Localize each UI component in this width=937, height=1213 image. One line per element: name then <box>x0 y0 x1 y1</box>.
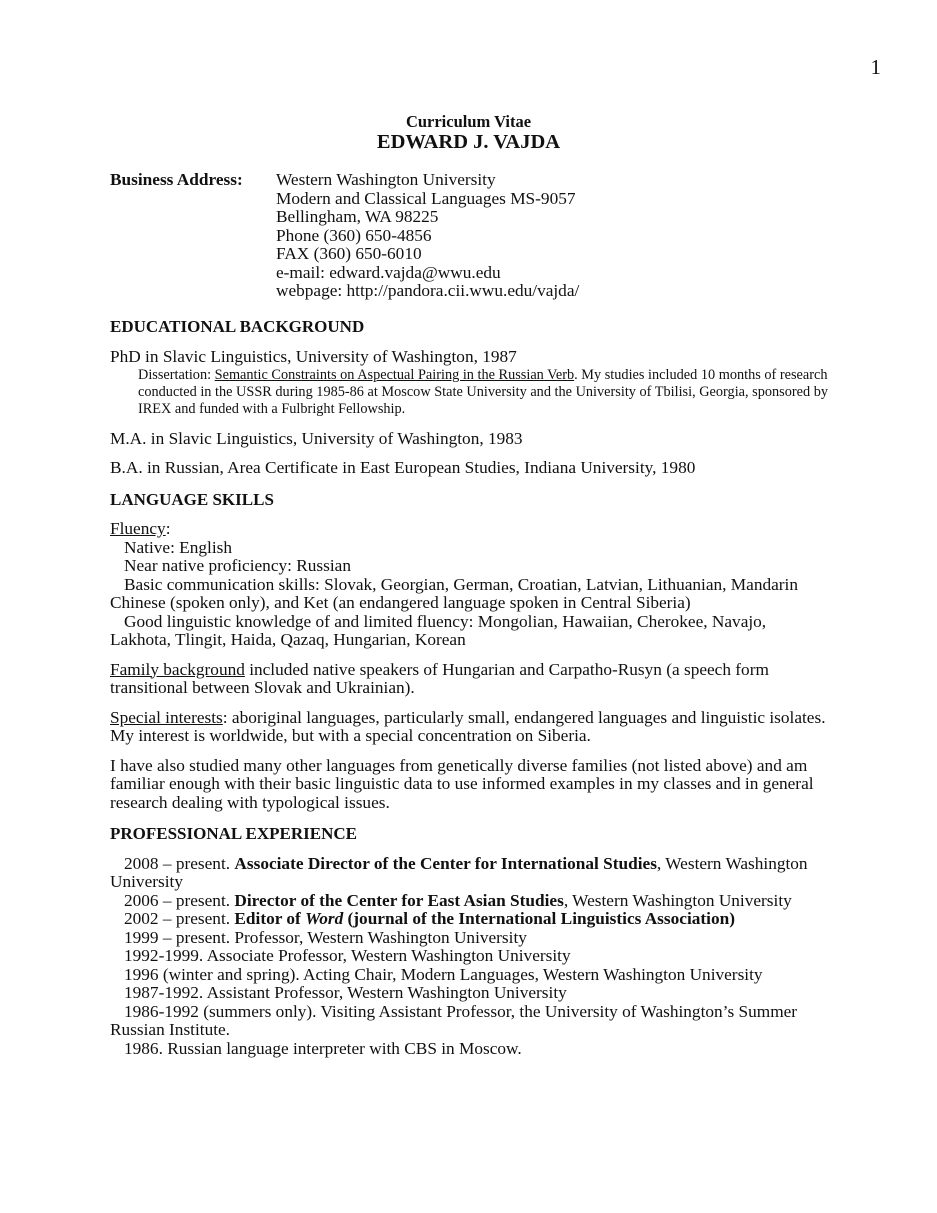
dissertation-details: . My studies included 10 months of research conducted in the USSR during 1985-86 at Moscow State University and the University of Tbilisi, Georgia, sponsored by IREX and funded with a Fulbright Fellowship. <box>138 367 829 418</box>
address-line-university: Western Washington University <box>276 170 496 189</box>
experience-section <box>110 825 830 1058</box>
dissertation-title: Semantic Constraints on Aspectual Pairing in the Russian Verb <box>214 367 575 383</box>
education-heading: EDUCATIONAL BACKGROUND <box>110 317 365 336</box>
experience-dates: 2008 – present. <box>124 853 235 873</box>
fluency-label: Fluency <box>110 519 166 539</box>
fluency-good-knowledge: Good linguistic knowledge of and limited fluency: Mongolian, Hawaiian, Cherokee, Navajo, Lakhota, Tlingit, Haida, Qazaq, Hungarian, Korean <box>110 611 767 650</box>
address-line-department: Modern and Classical Languages MS-9057 <box>276 188 576 208</box>
special-interests-label: Special interests <box>110 707 223 727</box>
experience-item: 1986-1992 (summers only). Visiting Assistant Professor, the University of Washington’s Summer Russian Institute. <box>110 1001 798 1040</box>
experience-heading: PROFESSIONAL EXPERIENCE <box>110 824 358 844</box>
experience-title: Director of the Center for East Asian Studies <box>234 890 564 910</box>
special-interests <box>110 709 830 746</box>
language-skills-section <box>110 491 830 813</box>
address-line-email: e-mail: edward.vajda@wwu.edu <box>276 262 501 282</box>
dissertation-note <box>110 367 830 419</box>
experience-item: 1992-1999. Associate Professor, Western Washington University <box>124 946 571 966</box>
address-line-city: Bellingham, WA 98225 <box>276 207 439 226</box>
family-background <box>110 661 830 698</box>
author-name: EDWARD J. VAJDA <box>376 131 561 153</box>
special-interests-text: : aboriginal languages, particularly small, endangered languages and linguistic isolates. My interest is worldwide, but with a special concentration on Siberia. <box>110 707 826 746</box>
experience-org: , Western Washington University <box>563 890 792 910</box>
experience-dates: 2002 – present. <box>124 909 235 929</box>
experience-item <box>110 910 830 929</box>
experience-title-pre: Editor of <box>234 909 306 929</box>
fluency-basic: Basic communication skills: Slovak, Georgian, German, Croatian, Latvian, Lithuanian, Mandarin Chinese (spoken only), and Ket (an endangered language spoken in Central Siberia) <box>110 574 798 613</box>
experience-dates: 2006 – present. <box>124 890 235 910</box>
fluency-native: Native: English <box>124 537 232 557</box>
experience-item: 1986. Russian language interpreter with CBS in Moscow. <box>124 1038 522 1058</box>
experience-item <box>110 855 830 892</box>
education-phd: PhD in Slavic Linguistics, University of Washington, 1987 <box>110 346 517 366</box>
experience-title: Associate Director of the Center for International Studies <box>234 853 657 873</box>
business-address-label: Business Address: <box>110 170 243 189</box>
experience-org: , Western Washington University <box>110 853 808 892</box>
address-line-phone: Phone (360) 650-4856 <box>276 225 432 245</box>
cv-body <box>110 318 830 1058</box>
family-background-label: Family background <box>110 659 245 679</box>
address-line-webpage: webpage: http://pandora.cii.wwu.edu/vajda/ <box>276 281 580 300</box>
experience-item <box>110 892 830 911</box>
other-languages-note: I have also studied many other languages from genetically diverse families (not listed above) and am familiar enough with their basic linguistic data to use informed examples in my classes and in general research dealing with typological issues. <box>110 755 814 812</box>
experience-item: 1999 – present. Professor, Western Washington University <box>124 927 527 947</box>
page-number: 1 <box>870 55 881 79</box>
experience-title-post: (journal of the International Linguistics Association) <box>343 909 735 929</box>
fluency-near-native: Near native proficiency: Russian <box>124 556 351 576</box>
family-background-text: included native speakers of Hungarian and Carpatho-Rusyn (a speech form transitional between Slovak and Ukrainian). <box>110 659 769 698</box>
experience-item: 1987-1992. Assistant Professor, Western Washington University <box>124 983 567 1003</box>
education-ba: B.A. in Russian, Area Certificate in East European Studies, Indiana University, 1980 <box>110 458 696 478</box>
language-skills-heading: LANGUAGE SKILLS <box>110 489 274 509</box>
document-title: Curriculum Vitae <box>405 112 532 131</box>
journal-name: Word <box>305 909 344 929</box>
address-line-fax: FAX (360) 650-6010 <box>276 244 422 263</box>
education-section <box>110 318 830 478</box>
dissertation-prefix: Dissertation: <box>138 367 215 383</box>
document-header <box>0 112 937 153</box>
experience-title <box>234 909 735 928</box>
experience-item: 1996 (winter and spring). Acting Chair, Modern Languages, Western Washington University <box>124 964 763 984</box>
business-address-lines <box>276 171 579 301</box>
fluency-label-line <box>110 520 830 539</box>
fluency-colon: : <box>165 519 171 539</box>
education-ma: M.A. in Slavic Linguistics, University of Washington, 1983 <box>110 428 523 448</box>
